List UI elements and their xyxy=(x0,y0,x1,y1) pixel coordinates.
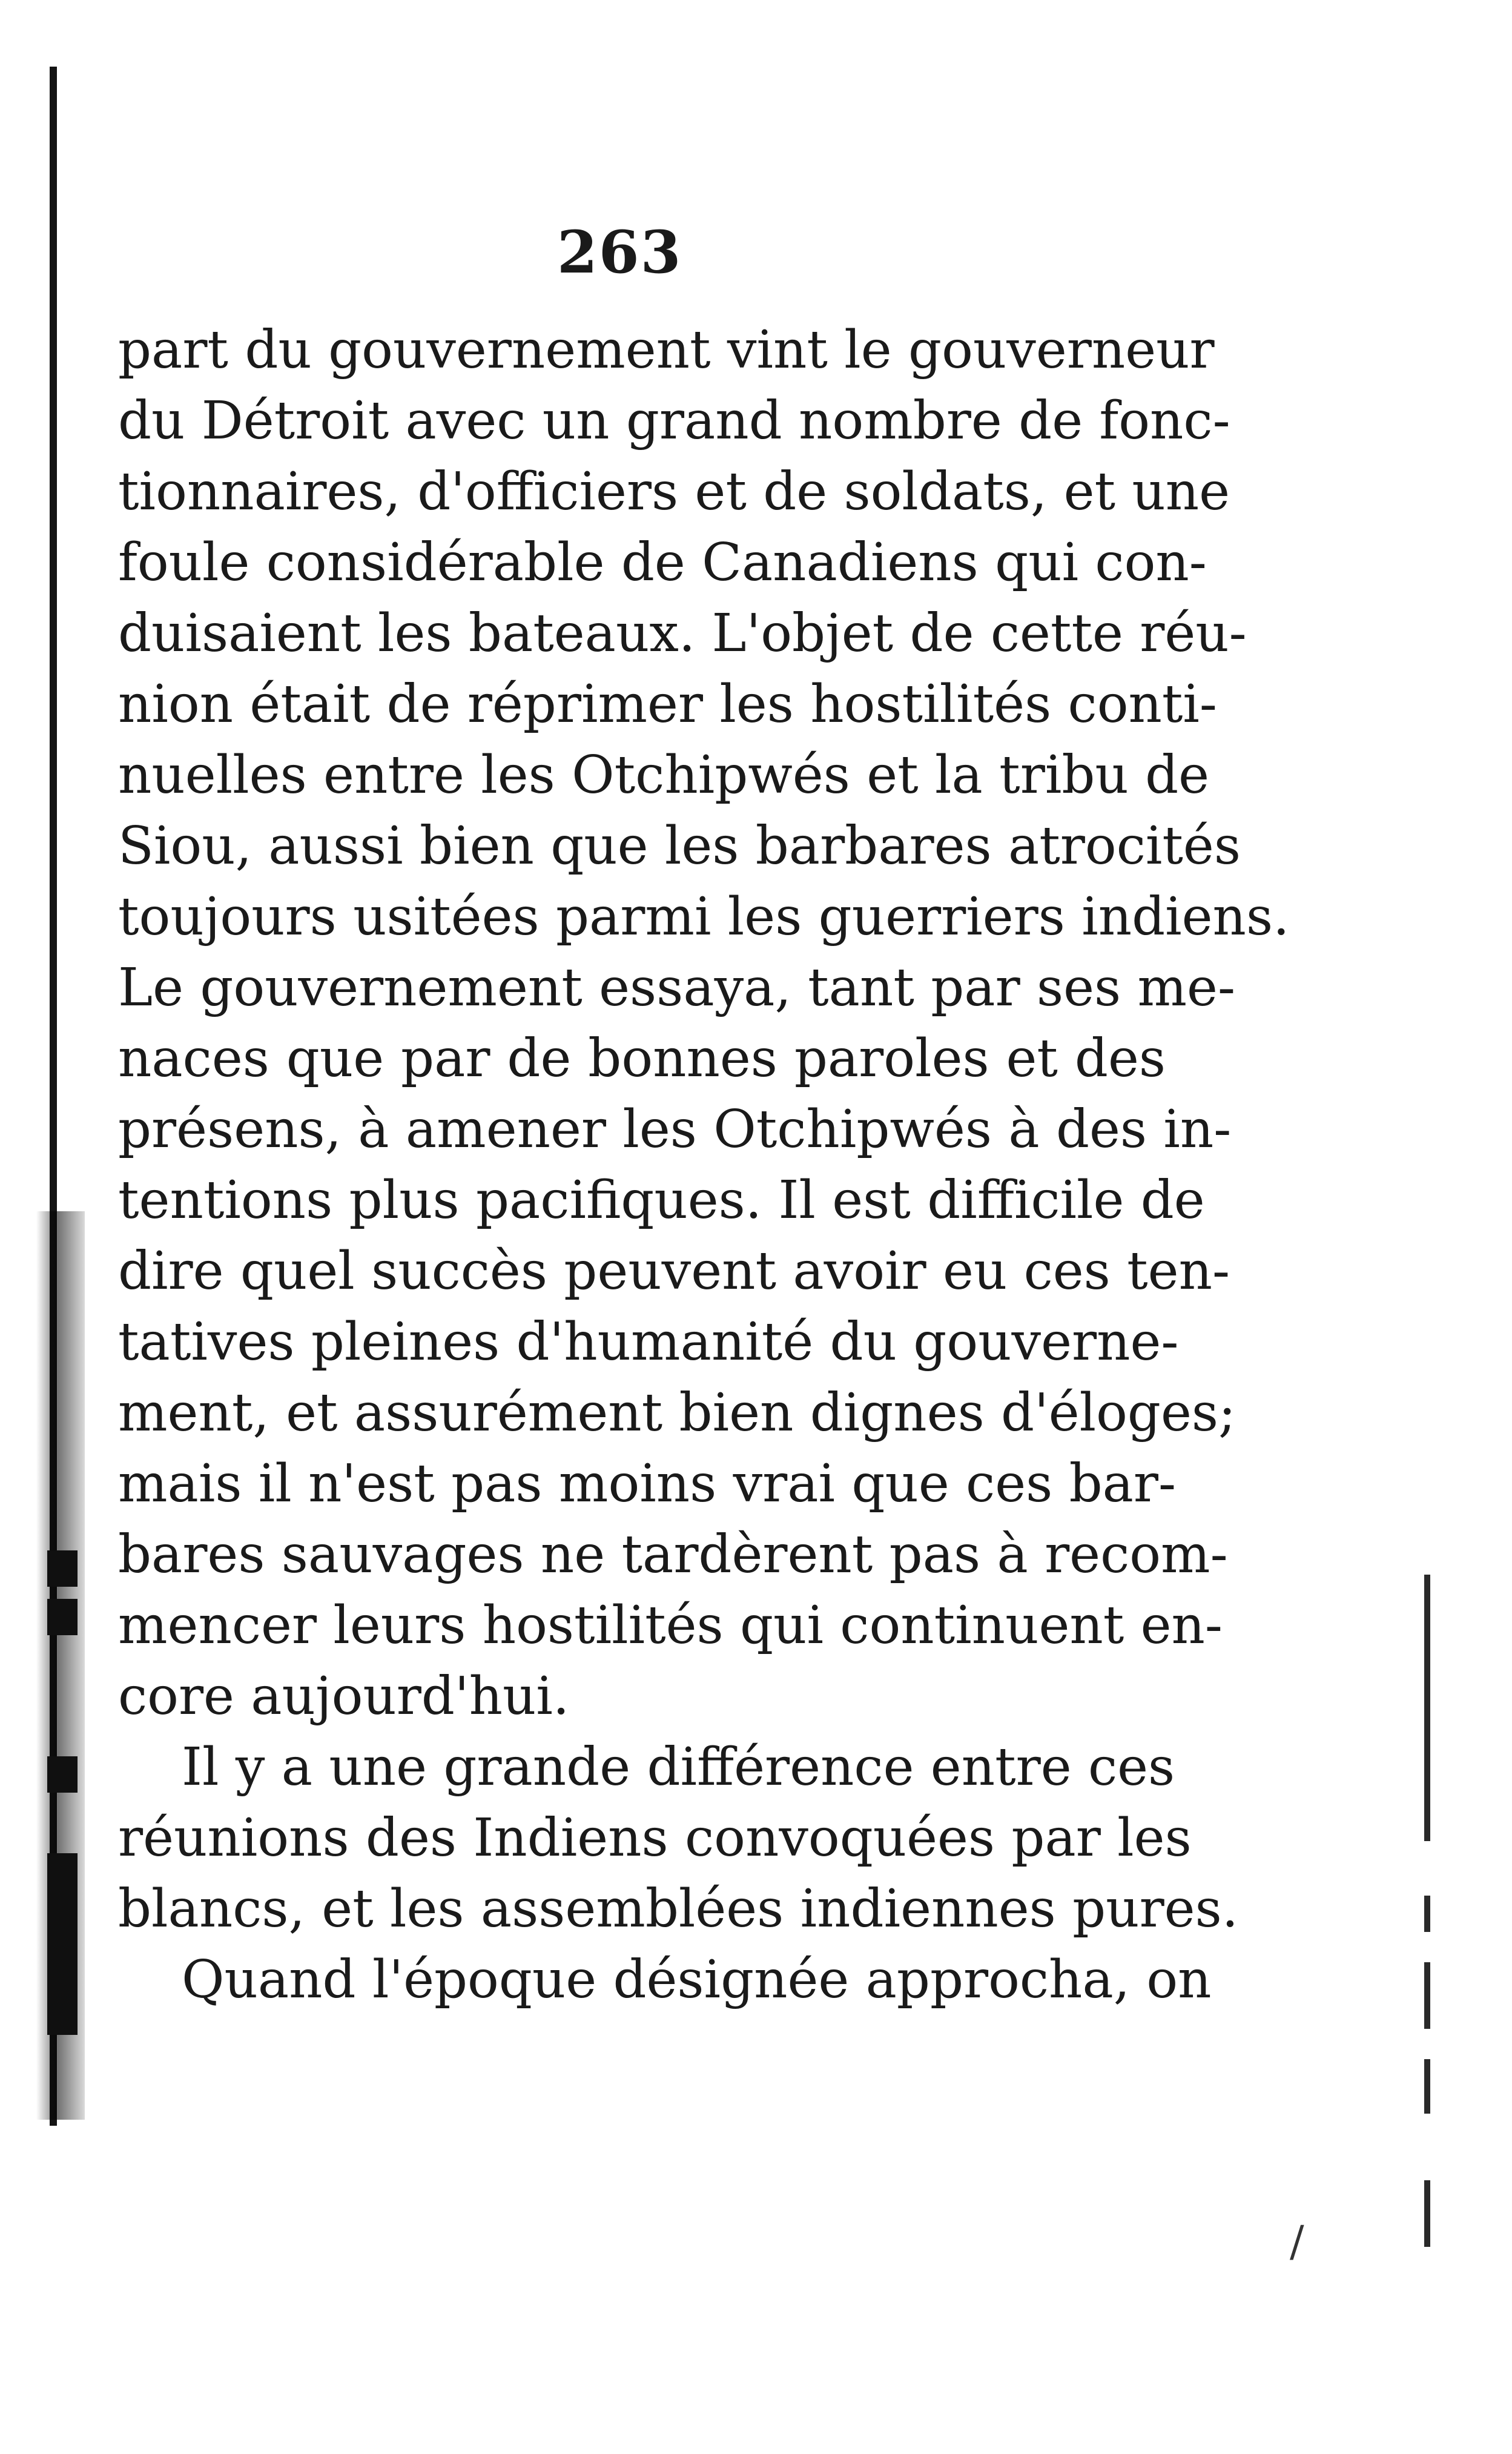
paragraph-end-line: blancs, et les assemblées indiennes pures. xyxy=(118,1879,1239,1939)
text-line: nuelles entre les Otchipwés et la tribu de xyxy=(118,745,1210,805)
text-line: mais il n'est pas moins vrai que ces bar- xyxy=(118,1454,1177,1514)
body-text xyxy=(118,315,1290,2016)
edge-mark xyxy=(1424,1962,1430,2029)
paragraph-end-line: core aujourd'hui. xyxy=(118,1666,570,1727)
text-line: foule considérable de Canadiens qui con- xyxy=(118,532,1207,593)
binding-mark xyxy=(47,1550,78,1587)
text-line: tatives pleines d'humanité du gouverne- xyxy=(118,1312,1179,1372)
text-line: duisaient les bateaux. L'objet de cette réu- xyxy=(118,603,1247,664)
text-line: part du gouvernement vint le gouverneur xyxy=(118,320,1215,380)
text-line: Le gouvernement essaya, tant par ses me- xyxy=(118,957,1236,1018)
text-line: nion était de réprimer les hostilités conti- xyxy=(118,674,1217,735)
text-line: bares sauvages ne tardèrent pas à recom- xyxy=(118,1524,1228,1585)
edge-mark xyxy=(1424,1896,1430,1932)
text-line: Siou, aussi bien que les barbares atrocités xyxy=(118,816,1241,876)
edge-mark xyxy=(1424,2059,1430,2114)
text-line: du Détroit avec un grand nombre de fonc- xyxy=(118,391,1230,451)
edge-mark xyxy=(1424,1575,1430,1841)
page-number: 263 xyxy=(557,218,682,286)
stray-mark: / xyxy=(1290,2217,1304,2266)
text-line: présens, à amener les Otchipwés à des in- xyxy=(118,1099,1232,1160)
binding-mark xyxy=(47,1756,78,1793)
edge-mark xyxy=(1424,2180,1430,2247)
paragraph-start-line: Quand l'époque désignée approcha, on xyxy=(182,1950,1212,2010)
binding-mark xyxy=(47,1599,78,1635)
text-line: dire quel succès peuvent avoir eu ces ten- xyxy=(118,1241,1230,1301)
text-line: ment, et assurément bien dignes d'éloges; xyxy=(118,1383,1236,1443)
text-line: réunions des Indiens convoquées par les xyxy=(118,1808,1192,1868)
text-line: toujours usitées parmi les guerriers indiens. xyxy=(118,887,1290,947)
text-line: tentions plus pacifiques. Il est difficile de xyxy=(118,1170,1205,1231)
text-line: naces que par de bonnes paroles et des xyxy=(118,1028,1166,1089)
paragraph-start-line: Il y a une grande différence entre ces xyxy=(182,1737,1175,1798)
text-line: mencer leurs hostilités qui continuent en- xyxy=(118,1595,1223,1656)
binding-mark xyxy=(47,1853,78,2035)
text-line: tionnaires, d'officiers et de soldats, et une xyxy=(118,461,1230,522)
